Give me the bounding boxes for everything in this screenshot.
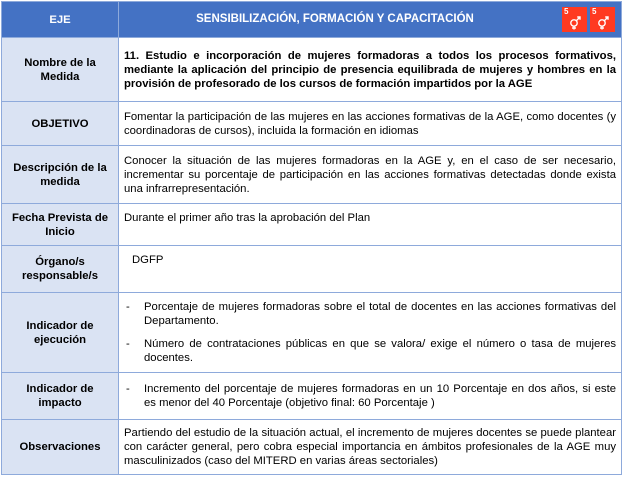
sdg-5-icon [562,7,587,32]
value-ejecucion [119,293,622,373]
label-descripcion: Descripción de la medida [2,146,119,204]
value-observaciones: Partiendo del estudio de la situación actual, el incremento de mujeres docentes se puede plantear con carácter general, pero cobra especial importancia en ámbitos profesionales de la AGE muy masculinizados (caso del MITERD en varias áreas sectoriales) [119,420,622,475]
label-observaciones: Observaciones [2,420,119,475]
list-item: - Número de contrataciones públicas en que se valora/ exige el número o tasa de mujeres docentes. [124,337,616,365]
label-impacto: Indicador de impacto [2,373,119,420]
row-ejecucion [2,293,622,373]
row-fecha [2,204,622,246]
value-organo: DGFP [119,246,622,293]
row-descripcion [2,146,622,204]
value-descripcion: Conocer la situación de las mujeres formadoras en la AGE y, en el caso de ser necesario, incrementar su porcentaje de participación en las acciones formativas detectadas donde exista una infrarrepresentación. [119,146,622,204]
value-impacto [119,373,622,420]
impacto-list [124,382,616,410]
row-objetivo [2,102,622,146]
value-fecha: Durante el primer año tras la aprobación del Plan [119,204,622,246]
header-eje: EJE [2,2,119,38]
row-impacto [2,373,622,420]
row-organo [2,246,622,293]
gender-equality-icon [596,15,610,30]
sdg-number: 5 [564,7,569,16]
value-objetivo: Fomentar la participación de las mujeres en las acciones formativas de la AGE, como docentes (y coordinadoras de cursos), incluida la formación en idiomas [119,102,622,146]
value-nombre: 11. Estudio e incorporación de mujeres formadoras a todos los procesos formativos, mediante la aplicación del principio de presencia equilibrada de mujeres y hombres en la provisión de profesorado de los cursos de formación impartidos por la AGE [119,38,622,102]
header-title-cell [119,2,622,38]
ejecucion-list [124,300,616,365]
label-ejecucion: Indicador de ejecución [2,293,119,373]
label-nombre: Nombre de la Medida [2,38,119,102]
measure-sheet-table [1,1,622,475]
row-observaciones [2,420,622,475]
label-objetivo: OBJETIVO [2,102,119,146]
header-row [2,2,622,38]
sdg-5-icon [590,7,615,32]
sdg-number: 5 [592,7,597,16]
label-fecha: Fecha Prevista de Inicio [2,204,119,246]
list-item: - Incremento del porcentaje de mujeres formadoras en un 10 Porcentaje en dos años, si este es menor del 40 Porcentaje (objetivo final: 60 Porcentaje ) [124,382,616,410]
header-title: SENSIBILIZACIÓN, FORMACIÓN Y CAPACITACIÓN [196,13,474,25]
row-nombre [2,38,622,102]
gender-equality-icon [568,15,582,30]
label-organo: Órgano/s responsable/s [2,246,119,293]
list-item: - Porcentaje de mujeres formadoras sobre el total de docentes en las acciones formativas del Departamento. [124,300,616,328]
